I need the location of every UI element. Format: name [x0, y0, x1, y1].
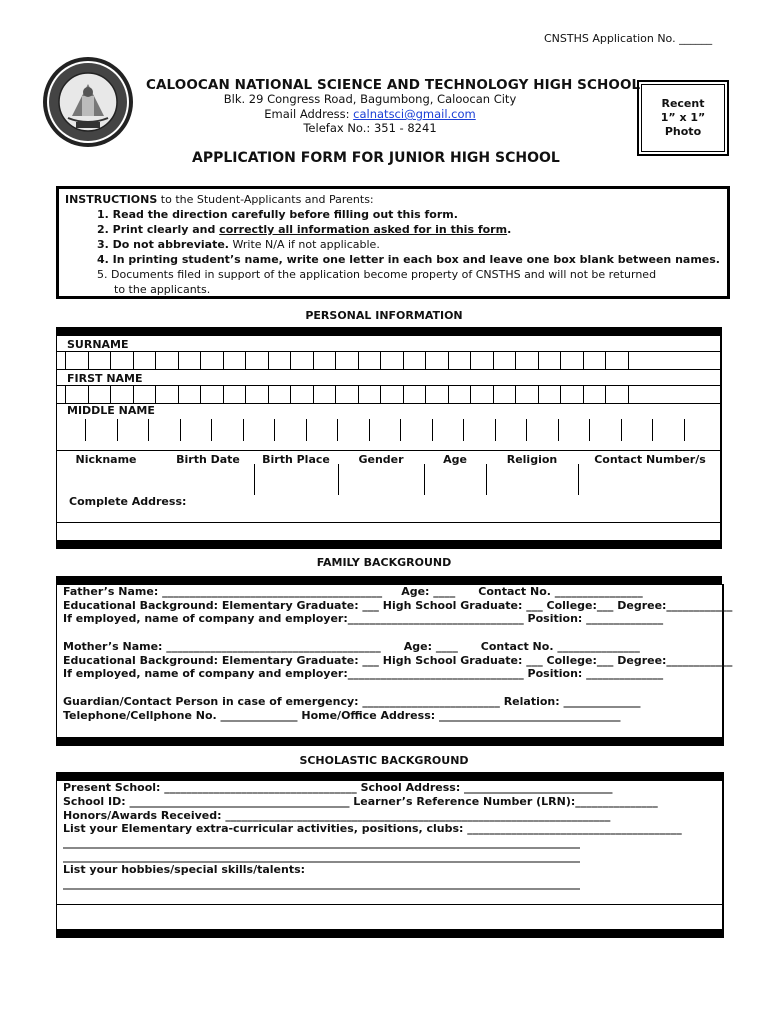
column-age: Age	[443, 453, 467, 466]
family-background-heading: FAMILY BACKGROUND	[316, 556, 452, 569]
scholastic-background-heading: SCHOLASTIC BACKGROUND	[299, 754, 469, 767]
mother-employment-field[interactable]: If employed, name of company and employer:________________________________ Position: ______________	[63, 667, 664, 680]
column-contact-number: Contact Number/s	[594, 453, 706, 466]
letter-box-divider	[589, 419, 590, 441]
letter-box-divider	[313, 385, 314, 404]
school-telefax: Telefax No.: 351 - 8241	[303, 121, 437, 135]
letter-box-divider	[493, 385, 494, 404]
letter-box-divider	[463, 419, 464, 441]
section-bar	[56, 738, 724, 746]
photo-label-2: 1” x 1”	[660, 111, 706, 124]
letter-box-divider	[560, 351, 561, 370]
letter-box-divider	[628, 351, 629, 370]
letter-box-divider	[403, 351, 404, 370]
instruction-item: 5. Documents filed in support of the application become property of CNSTHS and will not be returned	[97, 268, 657, 281]
letter-box-divider	[400, 419, 401, 441]
first-name-boxes[interactable]	[56, 385, 722, 404]
mother-name-field[interactable]: Mother’s Name: _______________________________________ Age: ____ Contact No. _______________	[63, 640, 640, 653]
section-bar	[56, 930, 724, 938]
divider	[56, 450, 722, 451]
letter-box-divider	[621, 419, 622, 441]
middle-name-boxes[interactable]	[56, 419, 722, 441]
letter-box-divider	[306, 419, 307, 441]
letter-box-divider	[448, 351, 449, 370]
school-address: Blk. 29 Congress Road, Bagumbong, Caloocan City	[223, 92, 517, 106]
letter-box-divider	[178, 385, 179, 404]
column-divider	[486, 464, 487, 495]
letter-box-divider	[605, 385, 606, 404]
photo-label-1: Recent	[661, 97, 705, 110]
father-education-field[interactable]: Educational Background: Elementary Graduate: ___ High School Graduate: ___ College:___ Degree:____________	[63, 599, 733, 612]
father-employment-field[interactable]: If employed, name of company and employer:________________________________ Position: ______________	[63, 612, 664, 625]
school-email	[160, 107, 580, 121]
father-name-field[interactable]: Father’s Name: ________________________________________ Age: ____ Contact No. ________________	[63, 585, 643, 598]
letter-box-divider	[290, 351, 291, 370]
school-id-field[interactable]: School ID: ________________________________________ Learner’s Reference Number (LRN):_______________	[63, 795, 658, 808]
first-name-label: FIRST NAME	[67, 372, 143, 385]
letter-box-divider	[290, 385, 291, 404]
instruction-item: to the applicants.	[114, 283, 211, 296]
hobbies-field[interactable]: List your hobbies/special skills/talents:	[63, 863, 306, 876]
letter-box-divider	[652, 419, 653, 441]
hobbies-line[interactable]: ______________________________________________________________________________________________	[63, 877, 580, 890]
letter-box-divider	[133, 351, 134, 370]
letter-box-divider	[337, 419, 338, 441]
column-divider	[578, 464, 579, 495]
activities-line[interactable]: ______________________________________________________________________________________________	[63, 836, 580, 849]
letter-box-divider	[425, 351, 426, 370]
letter-box-divider	[88, 385, 89, 404]
letter-box-divider	[245, 351, 246, 370]
column-divider	[254, 464, 255, 495]
guardian-contact-field[interactable]: Telephone/Cellphone No. ______________ Home/Office Address: _________________________________	[63, 709, 621, 722]
letter-box-divider	[178, 351, 179, 370]
instructions-box	[56, 186, 730, 299]
column-nickname: Nickname	[75, 453, 137, 466]
letter-box-divider	[403, 385, 404, 404]
letter-box-divider	[110, 385, 111, 404]
photo-label-3: Photo	[664, 125, 702, 138]
complete-address-label: Complete Address:	[69, 495, 187, 508]
letter-box-divider	[200, 385, 201, 404]
letter-box-divider	[560, 385, 561, 404]
school-seal-icon	[42, 56, 134, 148]
personal-info-heading: PERSONAL INFORMATION	[305, 309, 463, 322]
surname-label: SURNAME	[67, 338, 129, 351]
present-school-field[interactable]: Present School: ___________________________________ School Address: ___________________________	[63, 781, 613, 794]
letter-box-divider	[155, 351, 156, 370]
letter-box-divider	[583, 351, 584, 370]
email-link[interactable]: calnatsci@gmail.com	[353, 107, 476, 121]
section-bar	[56, 772, 724, 780]
letter-box-divider	[495, 419, 496, 441]
application-number: CNSTHS Application No. ______	[544, 32, 713, 45]
column-divider	[338, 464, 339, 495]
letter-box-divider	[628, 385, 629, 404]
honors-field[interactable]: Honors/Awards Received: ______________________________________________________________________	[63, 809, 611, 822]
column-divider	[424, 464, 425, 495]
letter-box-divider	[583, 385, 584, 404]
letter-box-divider	[358, 385, 359, 404]
letter-box-divider	[211, 419, 212, 441]
instruction-item: 4. In printing student’s name, write one letter in each box and leave one box blank between names.	[97, 253, 720, 266]
divider	[56, 522, 722, 523]
letter-box-divider	[133, 385, 134, 404]
letter-box-divider	[274, 419, 275, 441]
activities-line[interactable]: ______________________________________________________________________________________________	[63, 850, 580, 863]
email-label: Email Address:	[264, 107, 354, 121]
letter-box-divider	[268, 385, 269, 404]
letter-box-divider	[432, 419, 433, 441]
letter-box-divider	[148, 419, 149, 441]
letter-box-divider	[538, 385, 539, 404]
instruction-item: 2. Print clearly and correctly all information asked for in this form.	[97, 223, 512, 236]
letter-box-divider	[313, 351, 314, 370]
mother-education-field[interactable]: Educational Background: Elementary Graduate: ___ High School Graduate: ___ College:___ Degree:____________	[63, 654, 733, 667]
column-birth-place: Birth Place	[262, 453, 330, 466]
letter-box-divider	[243, 419, 244, 441]
letter-box-divider	[155, 385, 156, 404]
column-gender: Gender	[358, 453, 404, 466]
activities-field[interactable]: List your Elementary extra-curricular activities, positions, clubs: _______________________________________	[63, 822, 682, 835]
photo-box	[637, 80, 729, 156]
letter-box-divider	[515, 385, 516, 404]
letter-box-divider	[358, 351, 359, 370]
section-bar	[56, 541, 722, 549]
middle-name-label: MIDDLE NAME	[67, 404, 155, 417]
letter-box-divider	[88, 351, 89, 370]
letter-box-divider	[180, 419, 181, 441]
letter-box-divider	[110, 351, 111, 370]
letter-box-divider	[369, 419, 370, 441]
letter-box-divider	[335, 351, 336, 370]
instruction-item: 3. Do not abbreviate. Write N/A if not applicable.	[97, 238, 380, 251]
instruction-item: 1. Read the direction carefully before filling out this form.	[97, 208, 458, 221]
letter-box-divider	[85, 419, 86, 441]
letter-box-divider	[380, 385, 381, 404]
letter-box-divider	[335, 385, 336, 404]
letter-box-divider	[223, 385, 224, 404]
letter-box-divider	[493, 351, 494, 370]
section-bar	[56, 576, 722, 584]
section-bar	[56, 327, 722, 335]
letter-box-divider	[538, 351, 539, 370]
form-title: APPLICATION FORM FOR JUNIOR HIGH SCHOOL	[192, 150, 560, 166]
surname-boxes[interactable]	[56, 351, 722, 370]
column-religion: Religion	[506, 453, 558, 466]
letter-box-divider	[425, 385, 426, 404]
divider	[56, 904, 724, 905]
letter-box-divider	[268, 351, 269, 370]
letter-box-divider	[515, 351, 516, 370]
letter-box-divider	[65, 351, 66, 370]
instructions-heading: INSTRUCTIONS to the Student-Applicants and Parents:	[65, 193, 374, 206]
letter-box-divider	[200, 351, 201, 370]
letter-box-divider	[223, 351, 224, 370]
letter-box-divider	[380, 351, 381, 370]
letter-box-divider	[526, 419, 527, 441]
school-name: CALOOCAN NATIONAL SCIENCE AND TECHNOLOGY HIGH SCHOOL	[146, 77, 641, 93]
letter-box-divider	[558, 419, 559, 441]
letter-box-divider	[65, 385, 66, 404]
letter-box-divider	[470, 385, 471, 404]
letter-box-divider	[245, 385, 246, 404]
letter-box-divider	[448, 385, 449, 404]
letter-box-divider	[684, 419, 685, 441]
letter-box-divider	[117, 419, 118, 441]
letter-box-divider	[605, 351, 606, 370]
guardian-field[interactable]: Guardian/Contact Person in case of emergency: _________________________ Relation: ______________	[63, 695, 641, 708]
column-birth-date: Birth Date	[176, 453, 240, 466]
letter-box-divider	[470, 351, 471, 370]
